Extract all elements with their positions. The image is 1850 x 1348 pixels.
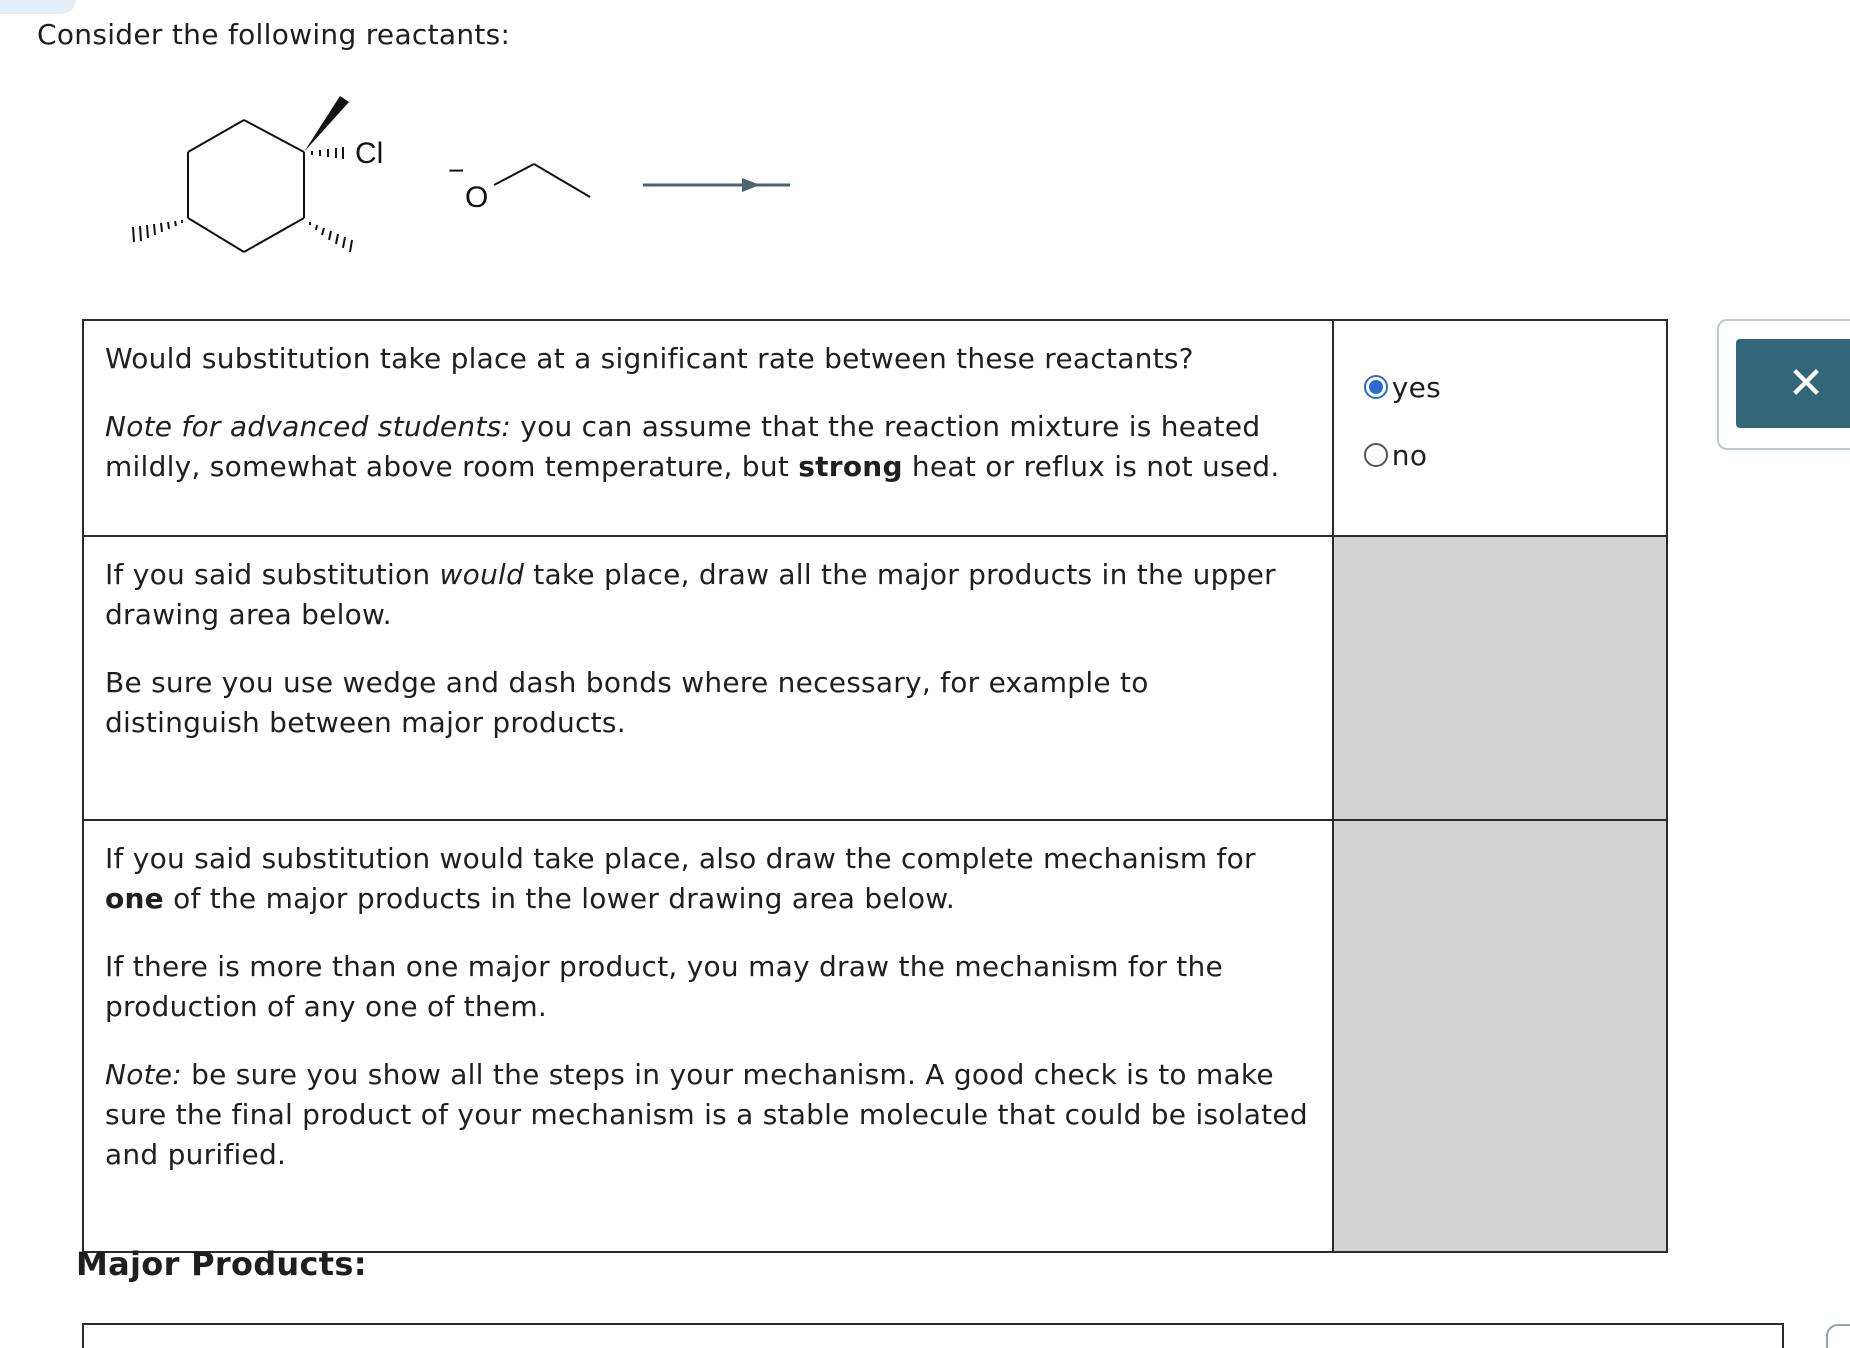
- steps-note: [105, 1055, 1310, 1175]
- chlorine-label: Cl: [355, 137, 384, 170]
- multiple-product-note: If there is more than one major product, you may draw the mechanism for the production of any one of them.: [105, 950, 1224, 1023]
- products-instruction: [105, 555, 1310, 635]
- arrow-head: [742, 178, 760, 192]
- reaction-diagram: [110, 82, 790, 282]
- radio-option-no[interactable]: [1364, 435, 1666, 475]
- mechanism-text-b: of the major products in the lower drawing area below.: [163, 882, 955, 915]
- products-text-a: If you said substitution: [105, 558, 440, 591]
- radio-no-label[interactable]: no: [1391, 438, 1428, 472]
- major-products-drawing-area[interactable]: [82, 1323, 1784, 1348]
- instruction-cell: [83, 536, 1333, 820]
- steps-note-text: be sure you show all the steps in your mechanism. A good check is to make sure the final product of your mechanism is a stable molecule that could be isolated and purified.: [105, 1058, 1308, 1171]
- ethoxide-chain: [494, 164, 590, 197]
- question-table: [82, 319, 1668, 1253]
- answer-cell: [1333, 320, 1667, 536]
- radio-yes-selected-icon[interactable]: [1364, 375, 1388, 399]
- question-cell: [83, 320, 1333, 536]
- corner-tab[interactable]: [0, 0, 76, 14]
- instruction-cell: [83, 820, 1333, 1252]
- close-button[interactable]: ✕: [1736, 339, 1850, 428]
- dash-bond-cl: [312, 147, 343, 159]
- products-text-b: take place, draw all the major products in the upper drawing area below.: [105, 558, 1276, 631]
- radio-yes-label[interactable]: yes: [1391, 370, 1442, 404]
- oxygen-label: O: [465, 181, 489, 214]
- mechanism-bold: one: [105, 882, 164, 915]
- note-text-1: you can assume that the reaction mixture is heated mildly, somewhat above room temperature, but: [105, 410, 1261, 483]
- mechanism-instruction: [105, 839, 1310, 919]
- steps-note-prefix: Note:: [105, 1058, 182, 1091]
- disabled-answer-cell: [1333, 536, 1667, 820]
- cyclohexane-ring: [188, 120, 304, 252]
- note-bold: strong: [798, 450, 903, 483]
- radio-option-yes[interactable]: [1364, 367, 1666, 407]
- disabled-answer-cell: [1333, 820, 1667, 1252]
- wedge-dash-note: Be sure you use wedge and dash bonds where necessary, for example to distinguish between major products.: [105, 666, 1149, 739]
- question-row-products: [83, 536, 1667, 820]
- mechanism-text-a: If you said substitution would take place, also draw the complete mechanism for: [105, 842, 1256, 875]
- wedge-bond: [304, 96, 349, 152]
- question-row-substitution: [83, 320, 1667, 536]
- intro-text: Consider the following reactants:: [37, 18, 511, 51]
- major-products-heading: Major Products:: [76, 1245, 367, 1283]
- note-prefix: Note for advanced students:: [105, 410, 512, 443]
- dash-bond-lower-left: [133, 220, 182, 242]
- drawing-tool-widget[interactable]: [1826, 1324, 1850, 1348]
- products-emphasis: would: [439, 558, 525, 591]
- charge-label: −: [448, 155, 465, 186]
- radio-no-icon[interactable]: [1364, 443, 1388, 467]
- note-text-2: heat or reflux is not used.: [902, 450, 1280, 483]
- question-text: Would substitution take place at a significant rate between these reactants?: [105, 342, 1194, 375]
- dash-bond-lower-right: [310, 222, 352, 252]
- advanced-note: [105, 407, 1310, 487]
- question-row-mechanism: [83, 820, 1667, 1252]
